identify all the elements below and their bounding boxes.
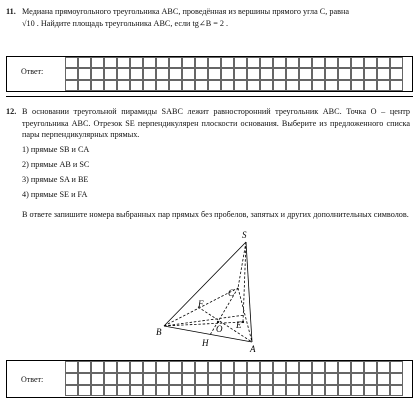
answer-cell[interactable] — [351, 361, 364, 373]
answer-cell[interactable] — [169, 361, 182, 373]
answer-cell[interactable] — [247, 361, 260, 373]
answer-cell[interactable] — [169, 80, 182, 91]
answer-cell[interactable] — [377, 361, 390, 373]
answer-cell[interactable] — [130, 80, 143, 91]
answer-cell[interactable] — [78, 385, 91, 397]
answer-cell[interactable] — [91, 361, 104, 373]
answer-cell[interactable] — [117, 80, 130, 91]
vertex-label-a: A — [250, 344, 256, 354]
task-12-answer-grid[interactable] — [65, 361, 403, 396]
answer-cell[interactable] — [286, 80, 299, 91]
answer-cell[interactable] — [377, 373, 390, 385]
task-11-line-2: √10 . Найдите площадь треугольника ABC, если tg∠B = 2 . — [22, 18, 229, 28]
answer-cell[interactable] — [65, 373, 78, 385]
answer-cell[interactable] — [182, 68, 195, 79]
answer-cell[interactable] — [338, 57, 351, 68]
answer-cell[interactable] — [312, 80, 325, 91]
answer-cell[interactable] — [130, 373, 143, 385]
answer-cell[interactable] — [104, 385, 117, 397]
answer-cell[interactable] — [351, 68, 364, 79]
answer-cell[interactable] — [195, 57, 208, 68]
answer-cell[interactable] — [130, 361, 143, 373]
answer-cell[interactable] — [364, 385, 377, 397]
answer-cell[interactable] — [377, 57, 390, 68]
pyramid-figure — [150, 228, 280, 358]
vertex-label-c: C — [228, 288, 235, 298]
answer-cell[interactable] — [286, 385, 299, 397]
answer-cell[interactable] — [260, 361, 273, 373]
answer-cell[interactable] — [234, 373, 247, 385]
answer-cell[interactable] — [260, 385, 273, 397]
answer-cell[interactable] — [117, 361, 130, 373]
answer-cell[interactable] — [182, 373, 195, 385]
answer-cell[interactable] — [299, 68, 312, 79]
answer-cell[interactable] — [390, 361, 403, 373]
vertex-label-b: B — [156, 327, 162, 337]
answer-cell[interactable] — [65, 385, 78, 397]
answer-cell[interactable] — [104, 80, 117, 91]
answer-cell[interactable] — [130, 57, 143, 68]
answer-cell[interactable] — [299, 361, 312, 373]
answer-cell[interactable] — [143, 373, 156, 385]
answer-cell[interactable] — [325, 68, 338, 79]
answer-cell[interactable] — [338, 361, 351, 373]
task-11-answer-box — [6, 56, 413, 92]
task-12-answer-label: Ответ: — [21, 375, 44, 384]
answer-cell[interactable] — [182, 57, 195, 68]
answer-cell[interactable] — [286, 57, 299, 68]
answer-cell[interactable] — [208, 373, 221, 385]
vertex-label-s: S — [242, 230, 247, 240]
answer-cell[interactable] — [377, 80, 390, 91]
task-12-question-text: В основании треугольной пирамиды SABC лежит равносторонний треугольник ABC. Точка O – центр треугольника ABC. Отрезок SE перпендикулярен плоскости основания. Выберите из предложенного списка пары перпендикулярных прямых. — [22, 107, 410, 139]
answer-cell[interactable] — [325, 57, 338, 68]
answer-cell[interactable] — [221, 80, 234, 91]
answer-cell[interactable] — [351, 57, 364, 68]
answer-cell[interactable] — [221, 57, 234, 68]
point-label-o: O — [216, 324, 223, 334]
answer-cell[interactable] — [338, 385, 351, 397]
answer-cell[interactable] — [390, 385, 403, 397]
answer-cell[interactable] — [364, 80, 377, 91]
answer-cell[interactable] — [91, 57, 104, 68]
answer-cell[interactable] — [156, 68, 169, 79]
answer-cell[interactable] — [338, 68, 351, 79]
answer-cell[interactable] — [78, 80, 91, 91]
answer-cell[interactable] — [273, 57, 286, 68]
answer-cell[interactable] — [182, 361, 195, 373]
answer-cell[interactable] — [390, 80, 403, 91]
task-11-line-1: Медиана прямоугольного треугольника ABC, проведённая из вершины прямого угла C, равна — [22, 7, 349, 16]
answer-cell[interactable] — [221, 68, 234, 79]
answer-cell[interactable] — [260, 68, 273, 79]
answer-cell[interactable] — [390, 68, 403, 79]
answer-cell[interactable] — [299, 385, 312, 397]
answer-cell[interactable] — [91, 373, 104, 385]
point-label-h: H — [202, 338, 209, 348]
answer-cell[interactable] — [169, 68, 182, 79]
answer-cell[interactable] — [286, 373, 299, 385]
answer-cell[interactable] — [195, 373, 208, 385]
point-label-e: E — [236, 320, 242, 330]
answer-cell[interactable] — [104, 57, 117, 68]
answer-cell[interactable] — [117, 385, 130, 397]
answer-cell[interactable] — [312, 385, 325, 397]
answer-cell[interactable] — [130, 385, 143, 397]
answer-cell[interactable] — [273, 373, 286, 385]
answer-cell[interactable] — [247, 68, 260, 79]
answer-cell[interactable] — [91, 385, 104, 397]
answer-cell[interactable] — [351, 385, 364, 397]
answer-cell[interactable] — [169, 385, 182, 397]
answer-cell[interactable] — [91, 68, 104, 79]
answer-cell[interactable] — [338, 80, 351, 91]
answer-cell[interactable] — [299, 373, 312, 385]
answer-cell[interactable] — [338, 373, 351, 385]
answer-cell[interactable] — [156, 385, 169, 397]
answer-cell[interactable] — [221, 385, 234, 397]
answer-cell[interactable] — [234, 361, 247, 373]
answer-cell[interactable] — [169, 57, 182, 68]
answer-cell[interactable] — [234, 57, 247, 68]
answer-cell[interactable] — [390, 373, 403, 385]
answer-cell[interactable] — [208, 57, 221, 68]
answer-cell[interactable] — [260, 57, 273, 68]
answer-cell[interactable] — [104, 373, 117, 385]
answer-cell[interactable] — [156, 57, 169, 68]
answer-cell[interactable] — [351, 373, 364, 385]
answer-cell[interactable] — [65, 361, 78, 373]
answer-cell[interactable] — [208, 385, 221, 397]
task-12-option-3: 3) прямые SA и BE — [22, 175, 89, 184]
answer-cell[interactable] — [312, 68, 325, 79]
answer-cell[interactable] — [208, 68, 221, 79]
answer-cell[interactable] — [78, 361, 91, 373]
answer-cell[interactable] — [130, 68, 143, 79]
answer-cell[interactable] — [156, 80, 169, 91]
answer-cell[interactable] — [78, 373, 91, 385]
answer-cell[interactable] — [234, 385, 247, 397]
answer-cell[interactable] — [78, 68, 91, 79]
answer-cell[interactable] — [390, 57, 403, 68]
answer-cell[interactable] — [247, 373, 260, 385]
answer-cell[interactable] — [208, 80, 221, 91]
answer-cell[interactable] — [364, 68, 377, 79]
answer-cell[interactable] — [312, 373, 325, 385]
answer-cell[interactable] — [91, 80, 104, 91]
task-11-text — [22, 6, 410, 29]
task-11-answer-grid[interactable] — [65, 57, 403, 91]
answer-cell[interactable] — [195, 361, 208, 373]
answer-cell[interactable] — [143, 385, 156, 397]
answer-cell[interactable] — [234, 68, 247, 79]
answer-cell[interactable] — [195, 385, 208, 397]
answer-cell[interactable] — [143, 68, 156, 79]
answer-cell[interactable] — [65, 68, 78, 79]
task-12-instructions: В ответе запишите номера выбранных пар прямых без пробелов, запятых и других дополнительных символов. — [22, 210, 409, 219]
answer-cell[interactable] — [364, 57, 377, 68]
answer-cell[interactable] — [364, 361, 377, 373]
answer-cell[interactable] — [182, 385, 195, 397]
task-12-option-2: 2) прямые AB и SC — [22, 160, 90, 169]
answer-cell[interactable] — [65, 57, 78, 68]
answer-cell[interactable] — [299, 80, 312, 91]
answer-cell[interactable] — [273, 361, 286, 373]
answer-cell[interactable] — [247, 385, 260, 397]
answer-cell[interactable] — [221, 361, 234, 373]
answer-cell[interactable] — [104, 361, 117, 373]
answer-cell[interactable] — [143, 361, 156, 373]
answer-cell[interactable] — [143, 80, 156, 91]
task-12-option-1: 1) прямые SB и CA — [22, 145, 90, 154]
answer-cell[interactable] — [273, 385, 286, 397]
answer-cell[interactable] — [234, 80, 247, 91]
task-12-answer-box — [6, 360, 413, 398]
answer-cell[interactable] — [208, 361, 221, 373]
answer-cell[interactable] — [221, 373, 234, 385]
answer-cell[interactable] — [156, 361, 169, 373]
answer-cell[interactable] — [364, 373, 377, 385]
answer-cell[interactable] — [286, 68, 299, 79]
answer-cell[interactable] — [169, 373, 182, 385]
answer-cell[interactable] — [117, 68, 130, 79]
answer-cell[interactable] — [377, 68, 390, 79]
answer-cell[interactable] — [247, 80, 260, 91]
answer-cell[interactable] — [325, 373, 338, 385]
answer-cell[interactable] — [312, 57, 325, 68]
section-divider — [6, 96, 413, 97]
answer-cell[interactable] — [65, 80, 78, 91]
answer-cell[interactable] — [182, 80, 195, 91]
answer-cell[interactable] — [117, 57, 130, 68]
answer-cell[interactable] — [299, 57, 312, 68]
answer-cell[interactable] — [195, 80, 208, 91]
answer-cell[interactable] — [273, 80, 286, 91]
task-12-option-4: 4) прямые SE и FA — [22, 190, 88, 199]
answer-cell[interactable] — [78, 57, 91, 68]
answer-cell[interactable] — [104, 68, 117, 79]
answer-cell[interactable] — [143, 57, 156, 68]
answer-cell[interactable] — [312, 361, 325, 373]
answer-cell[interactable] — [260, 80, 273, 91]
answer-cell[interactable] — [377, 385, 390, 397]
answer-cell[interactable] — [325, 80, 338, 91]
point-label-f: F — [198, 299, 204, 309]
answer-cell[interactable] — [195, 68, 208, 79]
task-11-answer-label: Ответ: — [21, 67, 44, 76]
answer-cell[interactable] — [273, 68, 286, 79]
answer-cell[interactable] — [247, 57, 260, 68]
task-11-number: 11. — [6, 7, 16, 16]
answer-cell[interactable] — [117, 373, 130, 385]
answer-cell[interactable] — [351, 80, 364, 91]
task-12-number: 12. — [6, 107, 17, 116]
answer-cell[interactable] — [286, 361, 299, 373]
answer-cell[interactable] — [156, 373, 169, 385]
answer-cell[interactable] — [260, 373, 273, 385]
answer-cell[interactable] — [325, 385, 338, 397]
answer-cell[interactable] — [325, 361, 338, 373]
